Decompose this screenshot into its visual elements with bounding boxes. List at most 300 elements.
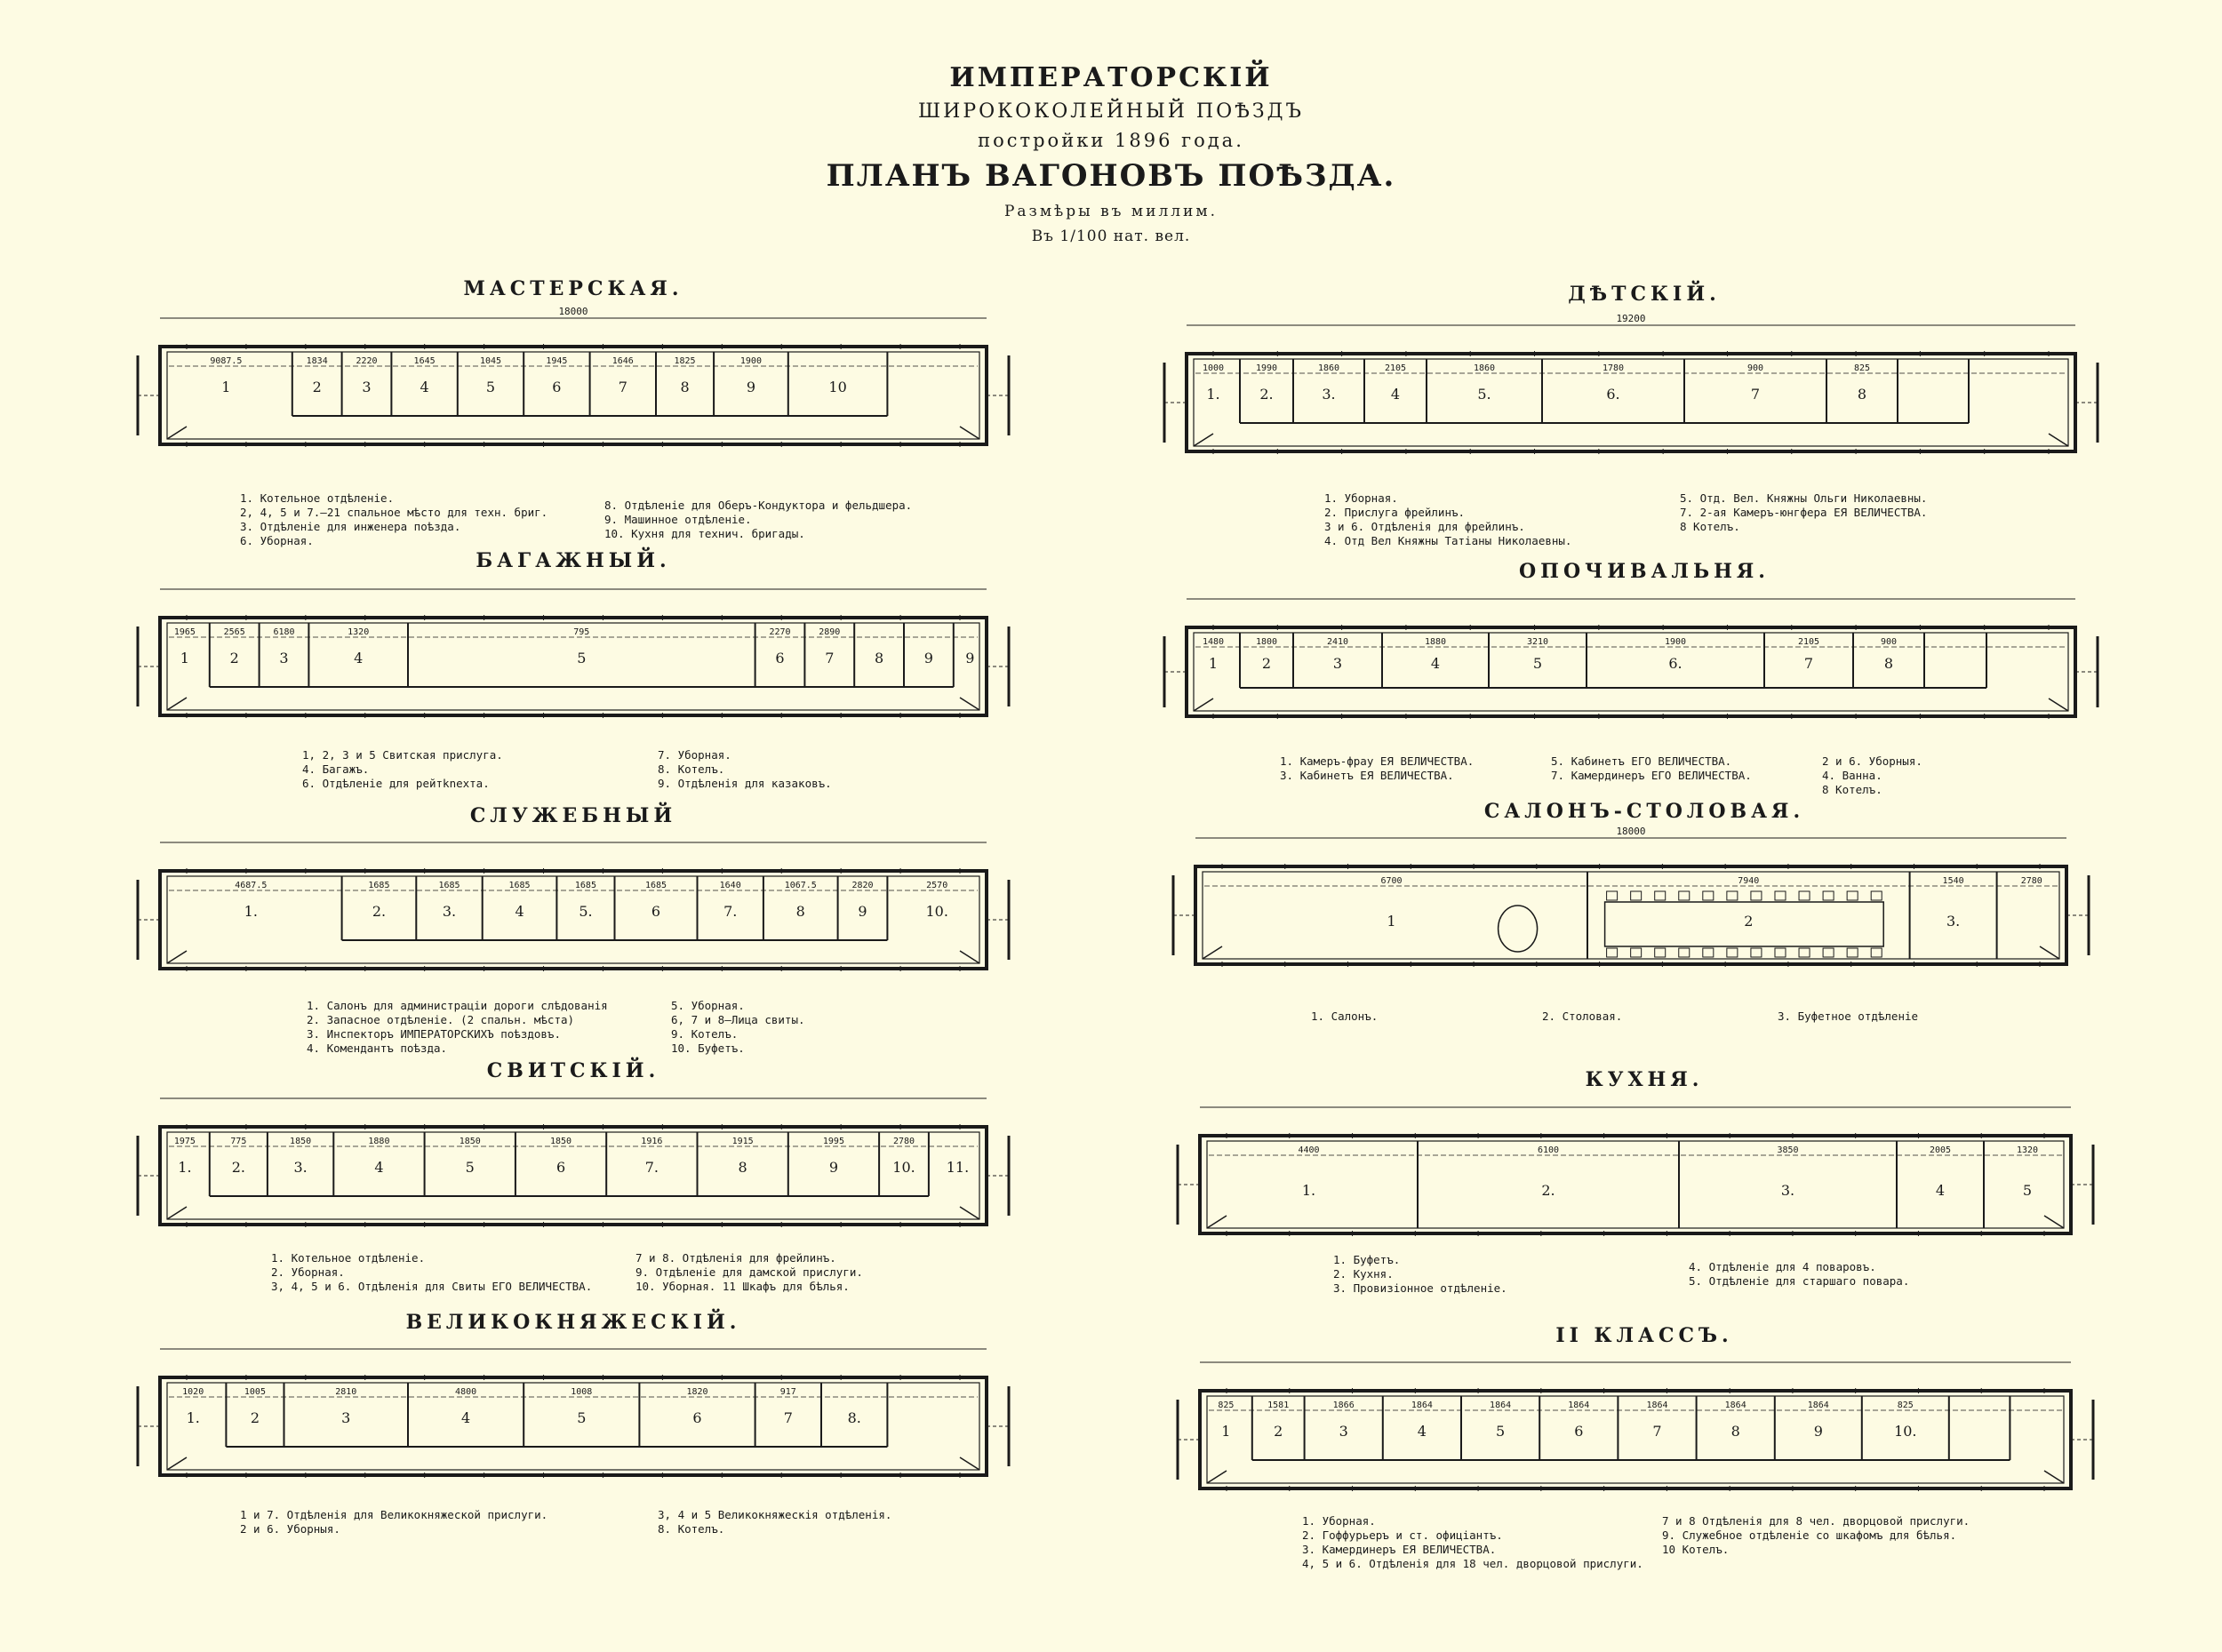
legend-line: 10. Уборная. 11 Шкафъ для бѣлья. xyxy=(635,1280,850,1293)
title-imperial: ИМПЕРАТОРСКІЙ xyxy=(949,62,1273,93)
inner-dimension-label: 1685 xyxy=(574,881,596,890)
chair xyxy=(1727,891,1738,900)
legend-line: 3. Отдѣленіе для инженера поѣзда. xyxy=(240,520,461,533)
inner-dimension-label: 1646 xyxy=(611,356,634,366)
legend-line: 10. Кухня для технич. бригады. xyxy=(604,527,805,540)
room-number: 9 xyxy=(746,379,756,395)
car-body-outline xyxy=(160,347,987,444)
room-number: 5 xyxy=(485,379,496,395)
vestibule-chamfer xyxy=(960,951,979,963)
legend-opochivalnya-left xyxy=(1280,754,1474,783)
legend-line: 4. Ванна. xyxy=(1822,769,1882,782)
legend-line: 7 и 8 Отдѣленія для 8 чел. дворцовой прислуги. xyxy=(1662,1514,1970,1528)
inner-dimension-label: 2565 xyxy=(223,627,245,637)
inner-dimension-label: 1915 xyxy=(731,1137,754,1146)
car-body-outline xyxy=(1200,1391,2071,1488)
legend-svitsky-right xyxy=(635,1251,863,1294)
chair xyxy=(1607,948,1618,957)
room-number: 2 xyxy=(1744,913,1754,930)
legend-ii-klass-left xyxy=(1302,1514,1643,1571)
inner-dimension-label: 775 xyxy=(230,1137,247,1146)
legend-line: 7 и 8. Отдѣленія для фрейлинъ. xyxy=(635,1251,836,1265)
legend-line: 1. Уборная. xyxy=(1302,1514,1376,1528)
room-number: 4 xyxy=(461,1409,471,1426)
chair xyxy=(1727,948,1738,957)
room-number: 8 xyxy=(1730,1423,1740,1440)
inner-dimension-label: 2780 xyxy=(2020,876,2042,886)
room-number: 10 xyxy=(828,379,847,395)
inner-dimension-label: 3210 xyxy=(1526,637,1549,647)
vestibule-chamfer xyxy=(2044,1471,2064,1483)
room-number: 3. xyxy=(442,903,457,920)
room-number: 4 xyxy=(420,379,429,395)
room-number: 1 xyxy=(221,379,231,395)
inner-dimension-label: 917 xyxy=(779,1387,796,1397)
legend-velikoknyazhesky-left xyxy=(240,1508,548,1536)
room-number: 6 xyxy=(552,379,562,395)
car-title-kukhnya: КУХНЯ. xyxy=(1585,1068,1704,1091)
room-number: 3 xyxy=(1332,655,1343,672)
legend-line: 4. Отд Вел Княжны Татіаны Николаевны. xyxy=(1324,534,1572,547)
inner-dimension-label: 1685 xyxy=(644,881,667,890)
car-body-inner-wall xyxy=(167,352,979,439)
room-number: 7. xyxy=(723,903,738,920)
inner-dimension-label: 6180 xyxy=(273,627,295,637)
legend-line: 3 и 6. Отдѣленія для фрейлинъ. xyxy=(1324,520,1525,533)
room-number: 7 xyxy=(1750,386,1761,403)
room-number: 2. xyxy=(372,903,387,920)
inner-dimension-label: 1045 xyxy=(479,356,502,366)
room-number: 2 xyxy=(1274,1423,1283,1440)
vestibule-chamfer xyxy=(960,1207,979,1219)
inner-dimension-label: 2270 xyxy=(769,627,791,637)
room-number: 7 xyxy=(825,650,835,666)
room-number: 2 xyxy=(229,650,239,666)
chair xyxy=(1631,891,1642,900)
title-train: ШИРОКОКОЛЕЙНЫЙ ПОѢЗДЪ xyxy=(918,100,1304,123)
room-number: 4 xyxy=(374,1159,384,1176)
inner-dimension-label: 1880 xyxy=(368,1137,390,1146)
inner-dimension-label: 1780 xyxy=(1602,363,1625,373)
legend-line: 6, 7 и 8—Лица свиты. xyxy=(671,1013,805,1026)
room-number: 5. xyxy=(579,903,593,920)
room-number: 8 xyxy=(875,650,884,666)
room-number: 4 xyxy=(1417,1423,1427,1440)
legend-line: 7. Камердинеръ ЕГО ВЕЛИЧЕСТВА. xyxy=(1551,769,1752,782)
legend-line: 2. Столовая. xyxy=(1542,1010,1623,1023)
legend-line: 5. Отдѣленіе для старшаго повара. xyxy=(1689,1274,1910,1288)
inner-dimension-label: 1864 xyxy=(1568,1401,1590,1410)
inner-dimension-label: 1900 xyxy=(739,356,762,366)
room-number: 6. xyxy=(1668,655,1682,672)
legend-line: 1. Уборная. xyxy=(1324,491,1398,505)
room-number: 10. xyxy=(892,1159,915,1176)
vestibule-chamfer xyxy=(1207,1471,1227,1483)
room-number: 10. xyxy=(1894,1423,1917,1440)
car-body-inner-wall xyxy=(1194,633,2068,711)
inner-dimension-label: 1900 xyxy=(1664,637,1687,647)
inner-dimension-label: 1975 xyxy=(173,1137,196,1146)
legend-sluzhebny-left xyxy=(307,999,608,1056)
car-title-detsky: ДѢТСКІЙ. xyxy=(1568,283,1721,306)
car-title-svitsky: СВИТСКІЙ. xyxy=(486,1059,660,1082)
inner-dimension-label: 1008 xyxy=(571,1387,593,1397)
inner-dimension-label: 795 xyxy=(573,627,590,637)
room-number: 5 xyxy=(2022,1182,2033,1199)
room-number: 1. xyxy=(178,1159,192,1176)
room-number: 8 xyxy=(795,903,805,920)
car-title-velikoknyazhesky: ВЕЛИКОКНЯЖЕСКІЙ. xyxy=(405,1311,741,1334)
inner-dimension-label: 1834 xyxy=(306,356,328,366)
inner-dimension-label: 1581 xyxy=(1267,1401,1290,1410)
car-plan-detsky xyxy=(1151,309,2111,496)
inner-dimension-label: 2105 xyxy=(1797,637,1820,647)
inner-dimension-label: 2810 xyxy=(335,1387,357,1397)
car-title-sluzhebny: СЛУЖЕБНЫЙ xyxy=(469,804,677,827)
title-year: постройки 1896 года. xyxy=(978,130,1244,151)
overall-dimension-label: 18000 xyxy=(558,306,588,317)
legend-line: 8. Отдѣленіе для Оберъ-Кондуктора и фельдшера. xyxy=(604,499,913,512)
car-body-outline xyxy=(1187,627,2075,716)
inner-dimension-label: 825 xyxy=(1897,1401,1914,1410)
room-number: 8 xyxy=(1857,386,1867,403)
chair xyxy=(1751,891,1762,900)
chair xyxy=(1823,891,1834,900)
vestibule-chamfer xyxy=(167,698,187,710)
vestibule-chamfer xyxy=(1194,434,1213,446)
inner-dimension-label: 1685 xyxy=(368,881,390,890)
room-number: 2 xyxy=(1261,655,1272,672)
legend-kukhnya-right xyxy=(1689,1260,1909,1289)
inner-dimension-label: 1000 xyxy=(1202,363,1225,373)
inner-dimension-label: 7940 xyxy=(1738,876,1760,886)
inner-dimension-label: 4400 xyxy=(1298,1145,1320,1155)
legend-line: 9. Отдѣленія для казаковъ. xyxy=(658,777,832,790)
chair xyxy=(1847,891,1858,900)
legend-masterskaya-right xyxy=(604,499,912,541)
legend-line: 8 Котелъ. xyxy=(1680,520,1740,533)
legend-line: 9. Котелъ. xyxy=(671,1027,739,1041)
chair xyxy=(1871,891,1882,900)
vestibule-chamfer xyxy=(167,951,187,963)
inner-dimension-label: 2410 xyxy=(1326,637,1349,647)
inner-dimension-label: 1685 xyxy=(508,881,531,890)
room-number: 1. xyxy=(1206,386,1220,403)
room-number: 1 xyxy=(1221,1423,1231,1440)
chair xyxy=(1703,948,1714,957)
inner-dimension-label: 1645 xyxy=(413,356,436,366)
inner-dimension-label: 1864 xyxy=(1646,1401,1668,1410)
room-number: 6 xyxy=(556,1159,566,1176)
room-number: 1. xyxy=(1301,1182,1316,1199)
room-number: 9 xyxy=(1813,1423,1823,1440)
legend-line: 3, 4, 5 и 6. Отдѣленія для Свиты ЕГО ВЕЛИЧЕСТВА. xyxy=(271,1280,593,1293)
legend-line: 3, 4 и 5 Великокняжескія отдѣленія. xyxy=(658,1508,892,1521)
room-number: 5 xyxy=(1496,1423,1506,1440)
legend-line: 8 Котелъ. xyxy=(1822,783,1882,796)
car-title-opochivalnya: ОПОЧИВАЛЬНЯ. xyxy=(1519,560,1770,583)
inner-dimension-label: 1005 xyxy=(244,1387,266,1397)
inner-dimension-label: 900 xyxy=(1746,363,1764,373)
car-title-ii-klass: II КЛАССЪ. xyxy=(1555,1324,1733,1347)
inner-dimension-label: 2105 xyxy=(1384,363,1407,373)
chair xyxy=(1655,948,1666,957)
room-number: 3 xyxy=(341,1409,351,1426)
room-number: 4 xyxy=(1390,386,1401,403)
legend-kukhnya-left xyxy=(1333,1253,1507,1296)
room-number: 1 xyxy=(1208,655,1219,672)
room-number: 3 xyxy=(362,379,372,395)
room-number: 3 xyxy=(279,650,289,666)
room-number: 3. xyxy=(293,1159,308,1176)
room-number: 5 xyxy=(577,1409,587,1426)
car-plan-svitsky xyxy=(124,1082,1022,1269)
room-number: 2. xyxy=(1541,1182,1555,1199)
inner-dimension-label: 1320 xyxy=(348,627,370,637)
inner-dimension-label: 1916 xyxy=(641,1137,663,1146)
inner-dimension-label: 2570 xyxy=(926,881,948,890)
room-number: 2. xyxy=(1259,386,1274,403)
overall-dimension-label: 19200 xyxy=(1616,313,1646,324)
inner-dimension-label: 2820 xyxy=(851,881,874,890)
car-title-salon: САЛОНЪ-СТОЛОВАЯ. xyxy=(1483,800,1805,823)
title-scale: Въ 1/100 нат. вел. xyxy=(1031,227,1191,245)
room-number: 5 xyxy=(577,650,587,666)
overall-dimension-label: 18000 xyxy=(1616,826,1646,837)
room-number: 4 xyxy=(1935,1182,1946,1199)
room-number: 8. xyxy=(847,1409,861,1426)
car-plan-bagazhny xyxy=(124,573,1022,760)
room-number: 11. xyxy=(946,1159,970,1176)
inner-dimension-label: 6100 xyxy=(1537,1145,1560,1155)
legend-line: 1 и 7. Отдѣленія для Великокняжеской прислуги. xyxy=(240,1508,548,1521)
legend-sluzhebny-right xyxy=(671,999,805,1056)
legend-bagazhny-left xyxy=(302,748,503,791)
room-number: 6 xyxy=(775,650,785,666)
legend-line: 1. Котельное отдѣленіе. xyxy=(240,491,395,505)
inner-dimension-label: 1864 xyxy=(1724,1401,1746,1410)
legend-line: 5. Отд. Вел. Княжны Ольги Николаевны. xyxy=(1680,491,1928,505)
legend-bagazhny-right xyxy=(658,748,832,791)
chair xyxy=(1823,948,1834,957)
room-number: 1. xyxy=(186,1409,200,1426)
inner-dimension-label: 1820 xyxy=(686,1387,708,1397)
legend-masterskaya-left xyxy=(240,491,548,548)
vestibule-chamfer xyxy=(1194,698,1213,711)
room-number: 4 xyxy=(515,903,524,920)
vestibule-chamfer xyxy=(960,1457,979,1470)
legend-detsky-left xyxy=(1324,491,1571,548)
inner-dimension-label: 1320 xyxy=(2016,1145,2039,1155)
legend-line: 4. Отдѣленіе для 4 поваровъ. xyxy=(1689,1260,1876,1273)
vestibule-chamfer xyxy=(960,698,979,710)
legend-line: 6. Отдѣленіе для рейтknехта. xyxy=(302,777,490,790)
car-plan-opochivalnya xyxy=(1151,583,2111,761)
inner-dimension-label: 1990 xyxy=(1255,363,1278,373)
room-number: 3. xyxy=(1322,386,1336,403)
vestibule-chamfer xyxy=(2044,1216,2064,1228)
room-number: 4 xyxy=(1430,655,1441,672)
legend-line: 7. 2-ая Камеръ-юнгфера ЕЯ ВЕЛИЧЕСТВА. xyxy=(1680,506,1928,519)
legend-line: 4, 5 и 6. Отдѣленія для 18 чел. дворцовой прислуги. xyxy=(1302,1557,1643,1570)
car-plan-sluzhebny xyxy=(124,826,1022,1013)
car-title-masterskaya: МАСТЕРСКАЯ. xyxy=(463,277,683,300)
room-number: 2. xyxy=(231,1159,245,1176)
room-number: 6 xyxy=(692,1409,702,1426)
room-number: 5 xyxy=(465,1159,475,1176)
vestibule-chamfer xyxy=(167,1457,187,1470)
legend-line: 2. Гоффурьеръ и ст. офиціантъ. xyxy=(1302,1528,1503,1542)
inner-dimension-label: 1540 xyxy=(1942,876,1964,886)
room-number: 9 xyxy=(965,650,975,666)
room-number: 7 xyxy=(1652,1423,1662,1440)
room-number: 7 xyxy=(618,379,627,395)
inner-dimension-label: 1880 xyxy=(1424,637,1447,647)
inner-dimension-label: 1480 xyxy=(1202,637,1225,647)
chair xyxy=(1847,948,1858,957)
legend-line: 2 и 6. Уборныя. xyxy=(240,1522,340,1536)
room-number: 8 xyxy=(738,1159,747,1176)
legend-line: 2. Прислуга фрейлинъ. xyxy=(1324,506,1466,519)
chair xyxy=(1775,891,1786,900)
car-plan-velikoknyazhesky xyxy=(124,1333,1022,1520)
legend-line: 2 и 6. Уборныя. xyxy=(1822,754,1922,768)
room-number: 3. xyxy=(1780,1182,1795,1199)
inner-dimension-label: 1864 xyxy=(1411,1401,1433,1410)
legend-line: 2. Кухня. xyxy=(1333,1267,1394,1281)
legend-opochivalnya-right xyxy=(1822,754,1922,797)
room-number: 8 xyxy=(1883,655,1894,672)
room-number: 9 xyxy=(923,650,933,666)
legend-line: 1. Камеръ-фрау ЕЯ ВЕЛИЧЕСТВА. xyxy=(1280,754,1475,768)
legend-line: 4. Комендантъ поѣзда. xyxy=(307,1041,448,1055)
chair xyxy=(1679,948,1690,957)
room-number: 4 xyxy=(354,650,364,666)
chair xyxy=(1799,948,1810,957)
car-plan-kukhnya xyxy=(1164,1091,2106,1278)
room-number: 6 xyxy=(651,903,661,920)
legend-opochivalnya-mid xyxy=(1551,754,1752,783)
room-number: 8 xyxy=(680,379,690,395)
inner-dimension-label: 1825 xyxy=(674,356,696,366)
inner-dimension-label: 2220 xyxy=(356,356,378,366)
inner-dimension-label: 1067.5 xyxy=(784,881,817,890)
legend-velikoknyazhesky-right xyxy=(658,1508,891,1536)
room-number: 6 xyxy=(1574,1423,1584,1440)
inner-dimension-label: 1640 xyxy=(719,881,741,890)
legend-line: 8. Котелъ. xyxy=(658,1522,725,1536)
vestibule-chamfer xyxy=(2049,434,2068,446)
car-body-outline xyxy=(160,1127,987,1225)
inner-dimension-label: 9087.5 xyxy=(210,356,243,366)
room-number: 6. xyxy=(1606,386,1620,403)
legend-line: 9. Отдѣленіе для дамской прислуги. xyxy=(635,1265,863,1279)
legend-line: 5. Кабинетъ ЕГО ВЕЛИЧЕСТВА. xyxy=(1551,754,1732,768)
vestibule-chamfer xyxy=(1203,946,1222,959)
car-plan-salon xyxy=(1160,822,2102,1009)
inner-dimension-label: 2005 xyxy=(1929,1145,1952,1155)
legend-line: 2. Уборная. xyxy=(271,1265,345,1279)
inner-dimension-label: 4687.5 xyxy=(235,881,268,890)
legend-line: 3. Инспекторъ ИМПЕРАТОРСКИХЪ поѣздовъ. xyxy=(307,1027,561,1041)
room-number: 7. xyxy=(644,1159,659,1176)
inner-dimension-label: 1965 xyxy=(173,627,196,637)
legend-line: 4. Багажъ. xyxy=(302,762,370,776)
legend-line: 1. Салонъ для администраціи дороги слѣдованія xyxy=(307,999,608,1012)
room-number: 2 xyxy=(312,379,322,395)
legend-line: 2, 4, 5 и 7.—21 спальное мѣсто для техн. бриг. xyxy=(240,506,548,519)
inner-dimension-label: 1860 xyxy=(1317,363,1340,373)
inner-dimension-label: 1685 xyxy=(438,881,460,890)
legend-line: 1. Буфетъ. xyxy=(1333,1253,1401,1266)
inner-dimension-label: 1800 xyxy=(1255,637,1278,647)
legend-line: 9. Служебное отдѣленіе со шкафомъ для бѣлья. xyxy=(1662,1528,1957,1542)
inner-dimension-label: 825 xyxy=(1218,1401,1235,1410)
inner-dimension-label: 1866 xyxy=(1332,1401,1355,1410)
legend-salon-mid xyxy=(1542,1010,1622,1024)
round-table xyxy=(1499,906,1538,952)
inner-dimension-label: 1020 xyxy=(182,1387,204,1397)
room-number: 7 xyxy=(1803,655,1814,672)
room-number: 2 xyxy=(250,1409,260,1426)
inner-dimension-label: 1864 xyxy=(1490,1401,1512,1410)
room-number: 1 xyxy=(180,650,189,666)
room-number: 9 xyxy=(858,903,867,920)
inner-dimension-label: 4800 xyxy=(455,1387,477,1397)
room-number: 5 xyxy=(1532,655,1543,672)
legend-line: 7. Уборная. xyxy=(658,748,731,762)
legend-ii-klass-right xyxy=(1662,1514,1970,1557)
legend-svitsky-left xyxy=(271,1251,592,1294)
inner-dimension-label: 3850 xyxy=(1777,1145,1799,1155)
vestibule-chamfer xyxy=(2040,946,2059,959)
legend-line: 8. Котелъ. xyxy=(658,762,725,776)
inner-dimension-label: 1864 xyxy=(1807,1401,1829,1410)
legend-line: 5. Уборная. xyxy=(671,999,745,1012)
inner-dimension-label: 6700 xyxy=(1380,876,1403,886)
room-number: 7 xyxy=(783,1409,793,1426)
inner-dimension-label: 825 xyxy=(1853,363,1871,373)
room-number: 3 xyxy=(1339,1423,1348,1440)
chair xyxy=(1703,891,1714,900)
inner-dimension-label: 1850 xyxy=(290,1137,312,1146)
inner-dimension-label: 1860 xyxy=(1473,363,1496,373)
legend-line: 3. Камердинеръ ЕЯ ВЕЛИЧЕСТВА. xyxy=(1302,1543,1497,1556)
chair xyxy=(1799,891,1810,900)
legend-line: 1. Салонъ. xyxy=(1311,1010,1379,1023)
legend-line: 6. Уборная. xyxy=(240,534,314,547)
chair xyxy=(1607,891,1618,900)
vestibule-chamfer xyxy=(167,1207,187,1219)
room-number: 5. xyxy=(1477,386,1491,403)
inner-dimension-label: 2890 xyxy=(819,627,841,637)
car-title-bagazhny: БАГАЖНЫЙ. xyxy=(476,549,671,572)
car-plan-masterskaya xyxy=(124,302,1022,489)
title-units: Размѣры въ миллим. xyxy=(1003,203,1219,220)
legend-line: 3. Буфетное отдѣленіе xyxy=(1778,1010,1919,1023)
car-plan-ii-klass xyxy=(1164,1346,2106,1533)
legend-line: 9. Машинное отдѣленіе. xyxy=(604,513,752,526)
inner-dimension-label: 1850 xyxy=(459,1137,481,1146)
legend-salon-left xyxy=(1311,1010,1378,1024)
room-number: 9 xyxy=(828,1159,839,1176)
legend-detsky-right xyxy=(1680,491,1927,534)
inner-dimension-label: 900 xyxy=(1880,637,1898,647)
vestibule-chamfer xyxy=(1207,1216,1227,1228)
legend-line: 10. Буфетъ. xyxy=(671,1041,745,1055)
inner-dimension-label: 1945 xyxy=(546,356,568,366)
title-block xyxy=(0,62,2222,245)
